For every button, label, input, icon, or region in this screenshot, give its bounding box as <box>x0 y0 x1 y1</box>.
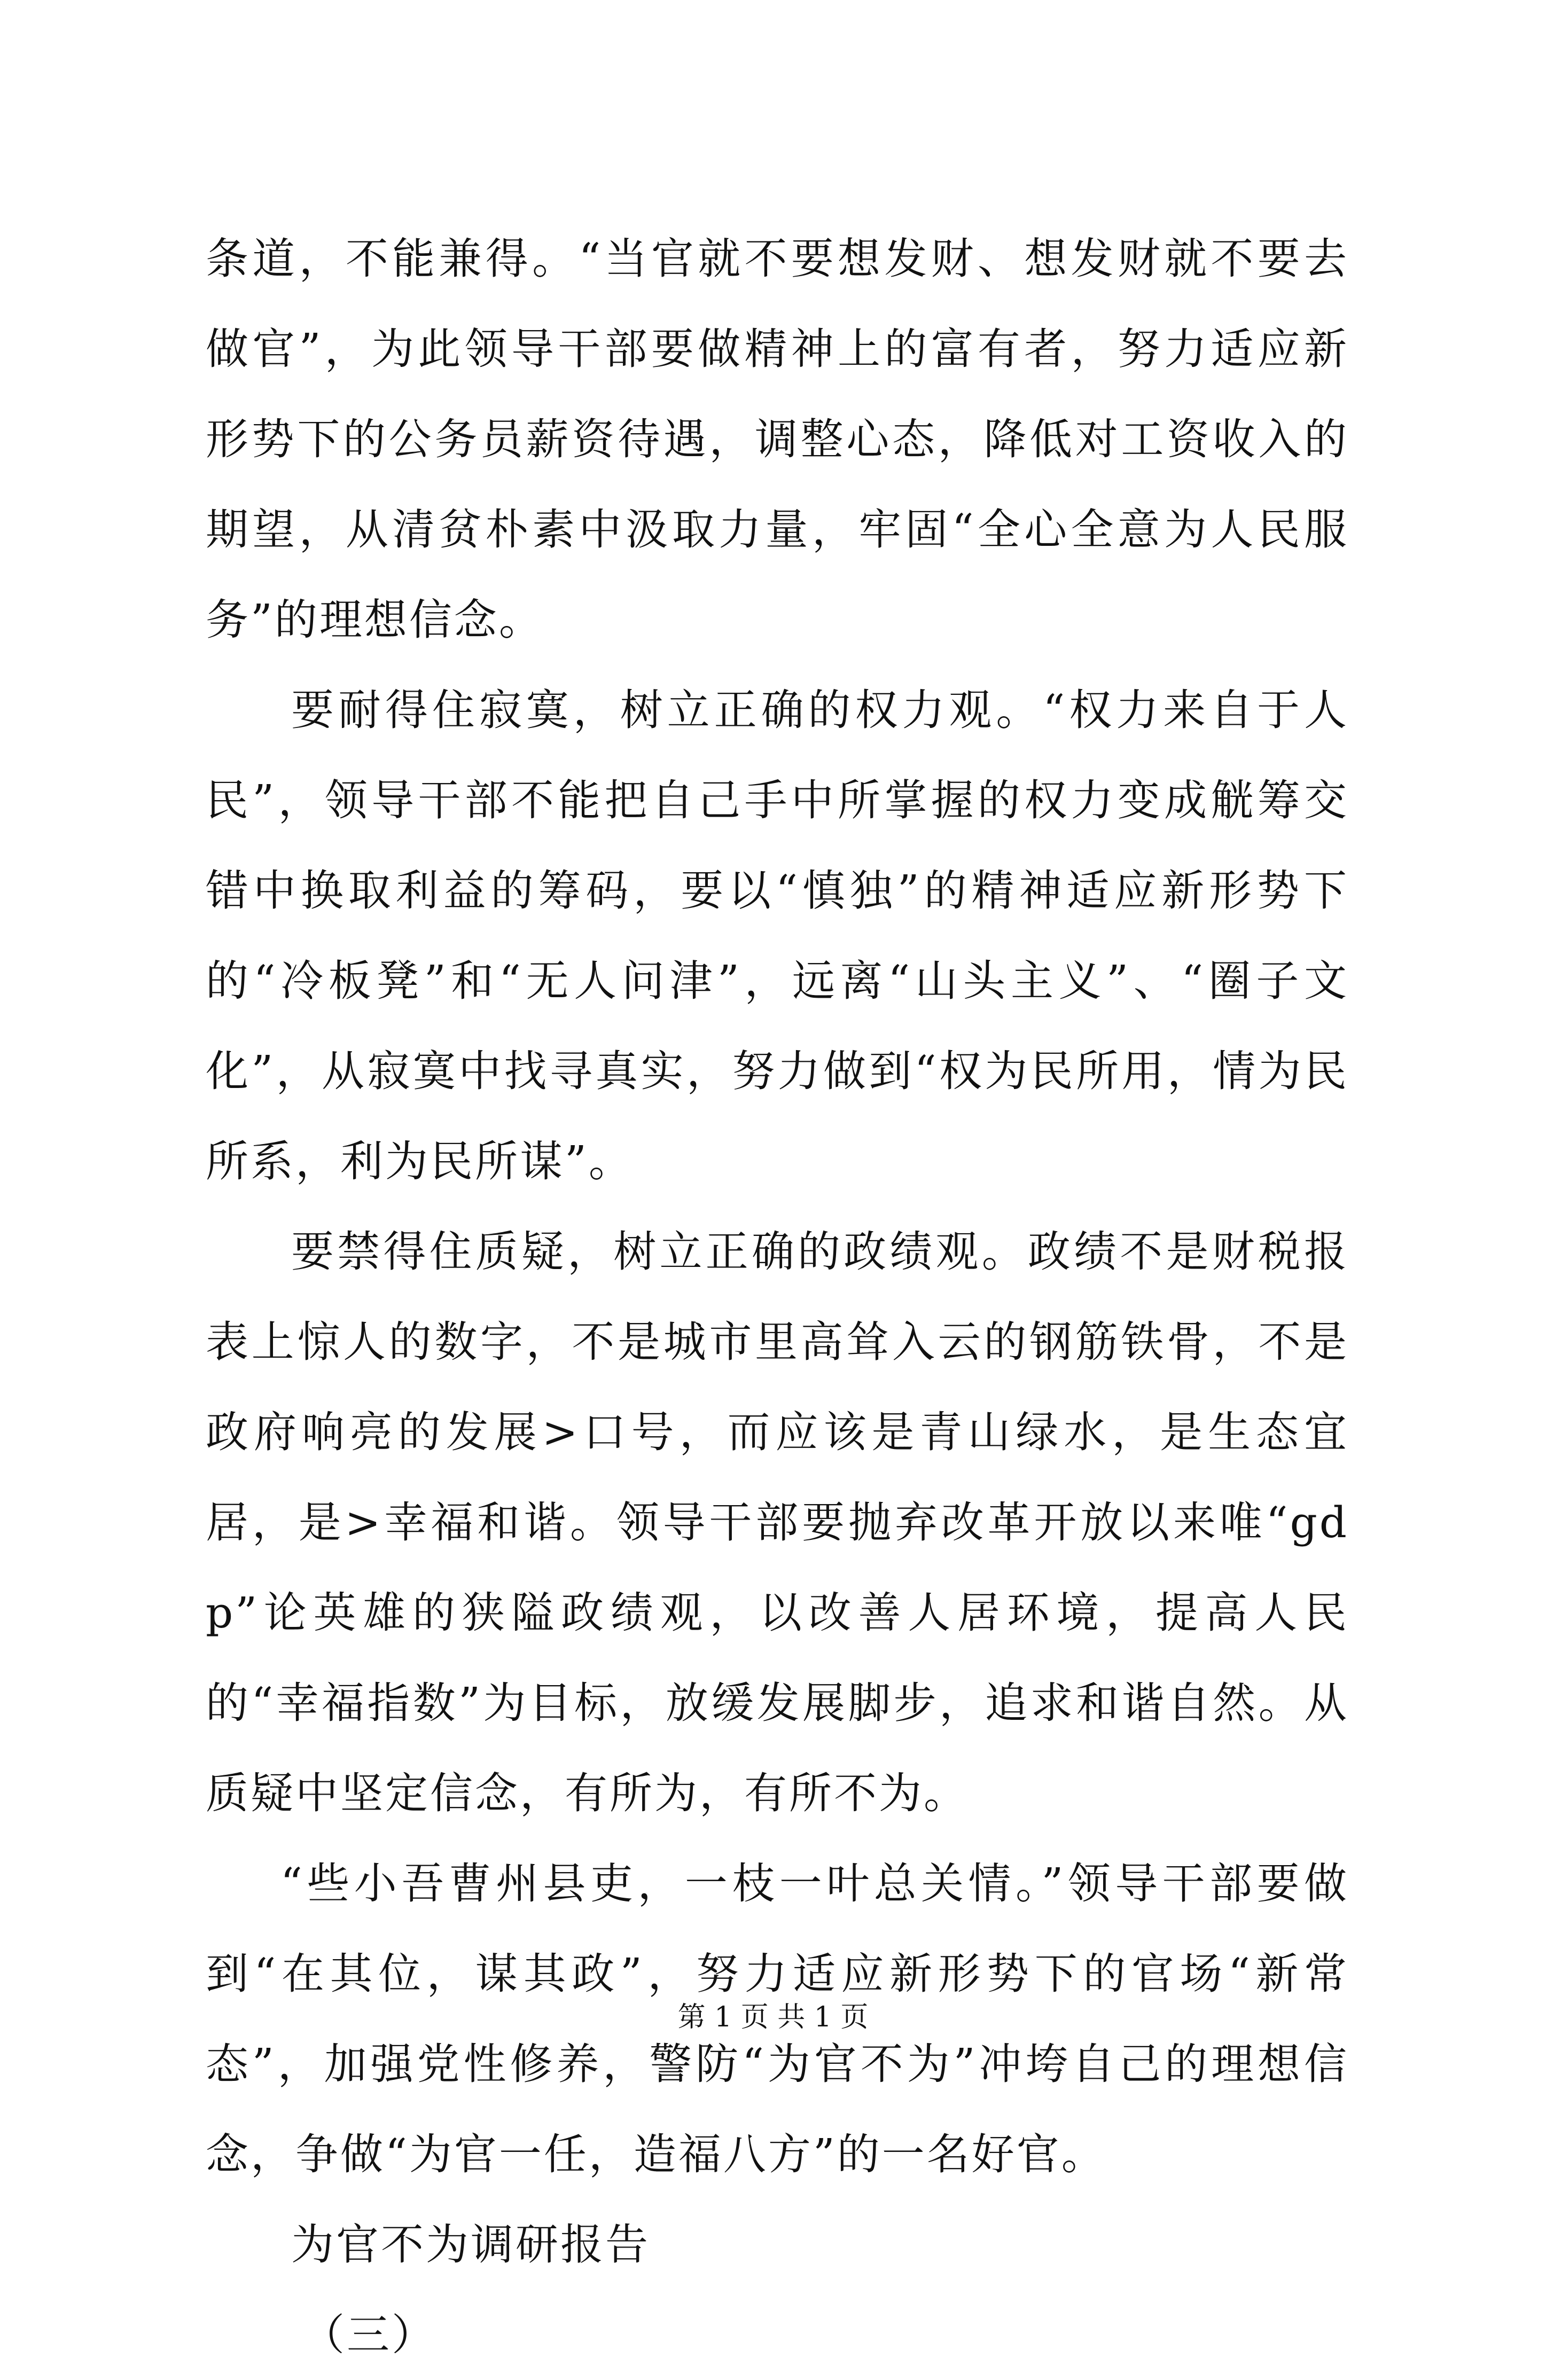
document-body <box>206 214 1349 2380</box>
paragraph-4: “些小吾曹州县吏，一枝一叶总关情。”领导干部要做到“在其位，谋其政”，努力适应新形势下的官场“新常态”，加强党性修养，警防“为官不为”冲垮自己的理想信念，争做“为官一任，造福八方”的一名好官。 <box>206 1859 1349 2179</box>
section-title: 为官不为调研报告 <box>291 2220 650 2269</box>
page-footer: 第 1 页 共 1 页 <box>677 2001 869 2033</box>
section-number: （三） <box>302 2310 436 2360</box>
paragraph-2: 要耐得住寂寞，树立正确的权力观。“权力来自于人民”，领导干部不能把自己手中所掌握的权力变成觥筹交错中换取利益的筹码，要以“慎独”的精神适应新形势下的“冷板凳”和“无人问津”，远离“山头主义”、“圈子文化”，从寂寞中找寻真实，努力做到“权为民所用，情为民所系，利为民所谋”。 <box>206 685 1349 1186</box>
paragraph-3: 要禁得住质疑，树立正确的政绩观。政绩不是财税报表上惊人的数字，不是城市里高耸入云的钢筋铁骨，不是政府响亮的发展>口号，而应该是青山绿水，是生态宜居，是>幸福和谐。领导干部要抛弃改革开放以来唯“gdp”论英雄的狭隘政绩观，以改善人居环境，提高人民的“幸福指数”为目标，放缓发展脚步，追求和谐自然。从质疑中坚定信念，有所为，有所不为。 <box>206 1227 1349 1818</box>
paragraph-1: 条道，不能兼得。“当官就不要想发财、想发财就不要去做官”，为此领导干部要做精神上的富有者，努力适应新形势下的公务员薪资待遇，调整心态，降低对工资收入的期望，从清贫朴素中汲取力量，牢固“全心全意为人民服务”的理想信念。 <box>206 234 1349 645</box>
